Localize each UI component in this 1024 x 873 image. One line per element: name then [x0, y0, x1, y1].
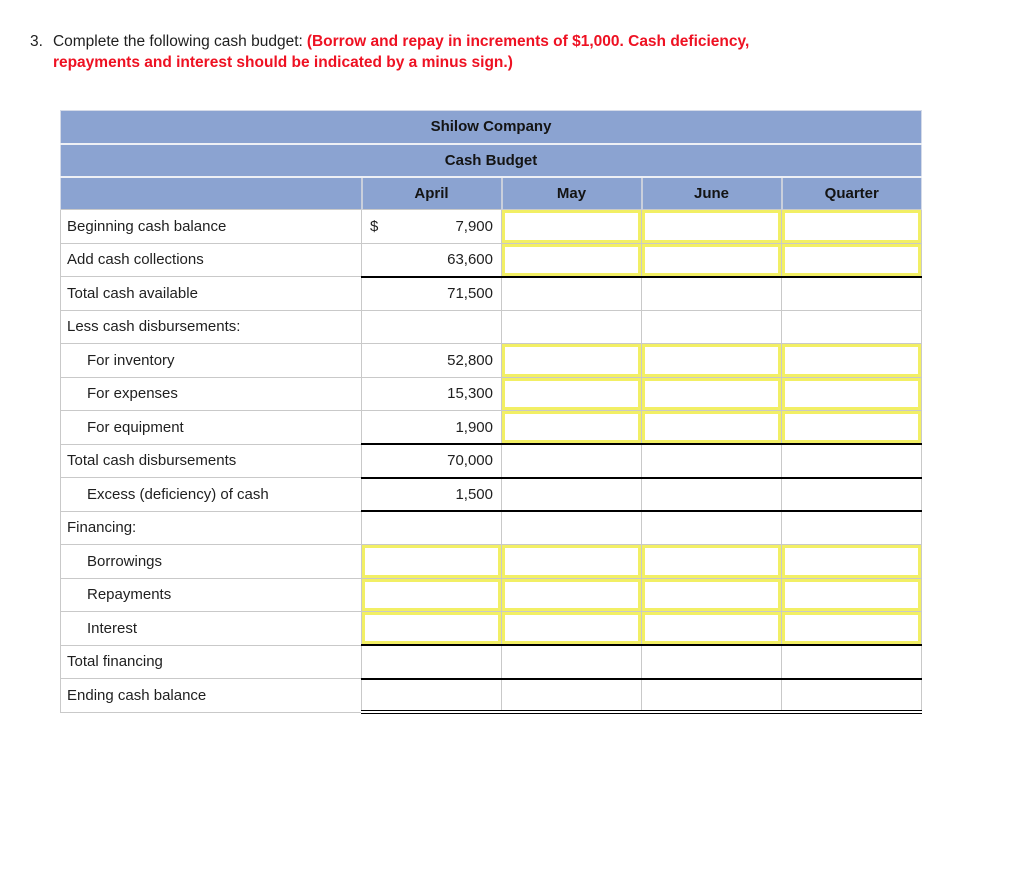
row-label-for-equipment: For equipment [61, 411, 362, 445]
row-label-repayments: Repayments [61, 578, 362, 612]
input-cell-wrapper [642, 578, 782, 612]
input-cell-wrapper [502, 344, 642, 378]
input-april-interest[interactable] [362, 612, 501, 644]
blank-cell [362, 645, 502, 679]
input-cell-wrapper [782, 344, 922, 378]
table-row [61, 511, 922, 545]
row-label-total-financing: Total financing [61, 645, 362, 679]
input-april-borrowings[interactable] [362, 545, 501, 578]
blank-cell [642, 679, 782, 713]
row-label-total-cash-disbursements: Total cash disbursements [61, 444, 362, 478]
blank-cell [502, 645, 642, 679]
blank-cell [502, 478, 642, 512]
input-cell-wrapper [642, 344, 782, 378]
input-quarter-for-expenses[interactable] [782, 378, 921, 411]
input-cell-wrapper [782, 612, 922, 646]
row-label-less-cash-disbursements: Less cash disbursements: [61, 310, 362, 344]
column-header-blank [61, 177, 362, 210]
input-cell-wrapper [642, 210, 782, 244]
table-title-row [61, 111, 922, 144]
input-june-for-expenses[interactable] [642, 378, 781, 411]
instruction-prompt: Complete the following cash budget: [52, 33, 303, 50]
input-june-add-cash-collections[interactable] [642, 244, 781, 276]
blank-cell [502, 679, 642, 713]
table-row [61, 478, 922, 512]
table-row [61, 377, 922, 411]
input-cell-wrapper [502, 578, 642, 612]
blank-cell [642, 511, 782, 545]
blank-cell [782, 444, 922, 478]
input-cell-wrapper [362, 578, 502, 612]
value-april-total-cash-disbursements: 70,000 [362, 444, 502, 478]
input-may-interest[interactable] [502, 612, 641, 644]
blank-cell [782, 478, 922, 512]
table-row [61, 444, 922, 478]
input-cell-wrapper [782, 545, 922, 579]
input-cell-wrapper [642, 545, 782, 579]
blank-cell [642, 277, 782, 311]
table-row [61, 545, 922, 579]
value-april-for-expenses: 15,300 [362, 377, 502, 411]
blank-cell [362, 679, 502, 713]
input-june-for-inventory[interactable] [642, 344, 781, 377]
table-row [61, 210, 922, 244]
input-cell-wrapper [502, 411, 642, 445]
table-row [61, 578, 922, 612]
input-may-for-equipment[interactable] [502, 411, 641, 443]
row-label-borrowings: Borrowings [61, 545, 362, 579]
input-cell-wrapper [502, 377, 642, 411]
budget-table-body [61, 210, 922, 713]
blank-cell [782, 277, 922, 311]
item-number: 3. [30, 33, 43, 50]
blank-cell [642, 478, 782, 512]
table-row [61, 243, 922, 277]
blank-cell [782, 679, 922, 713]
input-june-repayments[interactable] [642, 579, 781, 612]
input-june-borrowings[interactable] [642, 545, 781, 578]
row-label-for-expenses: For expenses [61, 377, 362, 411]
report-title: Cash Budget [61, 144, 922, 177]
blank-cell [502, 277, 642, 311]
input-june-beginning-cash-balance[interactable] [642, 210, 781, 243]
row-label-add-cash-collections: Add cash collections [61, 243, 362, 277]
input-cell-wrapper [642, 411, 782, 445]
row-label-ending-cash-balance: Ending cash balance [61, 679, 362, 713]
input-june-for-equipment[interactable] [642, 411, 781, 443]
value-april-beginning-cash-balance [362, 210, 502, 244]
column-header-june: June [642, 177, 782, 210]
table-row [61, 344, 922, 378]
blank-cell [362, 511, 502, 545]
input-may-repayments[interactable] [502, 579, 641, 612]
dollar-sign: $ [370, 217, 379, 235]
input-cell-wrapper [502, 612, 642, 646]
table-row [61, 645, 922, 679]
input-cell-wrapper [502, 210, 642, 244]
input-cell-wrapper [642, 377, 782, 411]
input-may-beginning-cash-balance[interactable] [502, 210, 641, 243]
blank-cell [502, 444, 642, 478]
input-cell-wrapper [362, 545, 502, 579]
input-cell-wrapper [782, 578, 922, 612]
input-april-repayments[interactable] [362, 579, 501, 612]
input-may-for-expenses[interactable] [502, 378, 641, 411]
value-april-excess-deficiency-of-cash: 1,500 [362, 478, 502, 512]
input-cell-wrapper [642, 243, 782, 277]
value-april-for-equipment: 1,900 [362, 411, 502, 445]
input-quarter-add-cash-collections[interactable] [782, 244, 921, 276]
value-april-add-cash-collections: 63,600 [362, 243, 502, 277]
input-quarter-borrowings[interactable] [782, 545, 921, 578]
table-row [61, 277, 922, 311]
input-quarter-interest[interactable] [782, 612, 921, 644]
instruction-body [53, 31, 749, 73]
input-quarter-repayments[interactable] [782, 579, 921, 612]
input-cell-wrapper [502, 545, 642, 579]
instruction-text [30, 31, 749, 73]
column-header-april: April [362, 177, 502, 210]
instruction-warning-line2: repayments and interest should be indicated by a minus sign.) [52, 54, 513, 71]
column-header-row [61, 177, 922, 210]
blank-cell [502, 310, 642, 344]
column-header-may: May [502, 177, 642, 210]
input-cell-wrapper [362, 612, 502, 646]
cell-amount: 7,900 [455, 217, 493, 235]
column-header-quarter: Quarter [782, 177, 922, 210]
input-cell-wrapper [502, 243, 642, 277]
input-quarter-for-equipment[interactable] [782, 411, 921, 443]
input-june-interest[interactable] [642, 612, 781, 644]
blank-cell [642, 645, 782, 679]
row-label-financing: Financing: [61, 511, 362, 545]
value-april-total-cash-available: 71,500 [362, 277, 502, 311]
table-row [61, 310, 922, 344]
input-may-add-cash-collections[interactable] [502, 244, 641, 276]
row-label-excess-deficiency-of-cash: Excess (deficiency) of cash [61, 478, 362, 512]
blank-cell [782, 511, 922, 545]
blank-cell [642, 444, 782, 478]
row-label-interest: Interest [61, 612, 362, 646]
row-label-total-cash-available: Total cash available [61, 277, 362, 311]
input-may-borrowings[interactable] [502, 545, 641, 578]
blank-cell [502, 511, 642, 545]
input-may-for-inventory[interactable] [502, 344, 641, 377]
input-quarter-beginning-cash-balance[interactable] [782, 210, 921, 243]
cash-budget-table [60, 110, 922, 714]
input-cell-wrapper [782, 377, 922, 411]
table-row [61, 679, 922, 713]
input-cell-wrapper [782, 411, 922, 445]
input-cell-wrapper [782, 243, 922, 277]
input-quarter-for-inventory[interactable] [782, 344, 921, 377]
blank-cell [362, 310, 502, 344]
row-label-beginning-cash-balance: Beginning cash balance [61, 210, 362, 244]
input-cell-wrapper [642, 612, 782, 646]
company-title: Shilow Company [61, 111, 922, 144]
row-label-for-inventory: For inventory [61, 344, 362, 378]
blank-cell [642, 310, 782, 344]
input-cell-wrapper [782, 210, 922, 244]
table-subtitle-row [61, 144, 922, 177]
table-row [61, 411, 922, 445]
blank-cell [782, 310, 922, 344]
blank-cell [782, 645, 922, 679]
instruction-warning-line1: (Borrow and repay in increments of $1,000. Cash deficiency, [306, 33, 750, 50]
value-april-for-inventory: 52,800 [362, 344, 502, 378]
table-row [61, 612, 922, 646]
